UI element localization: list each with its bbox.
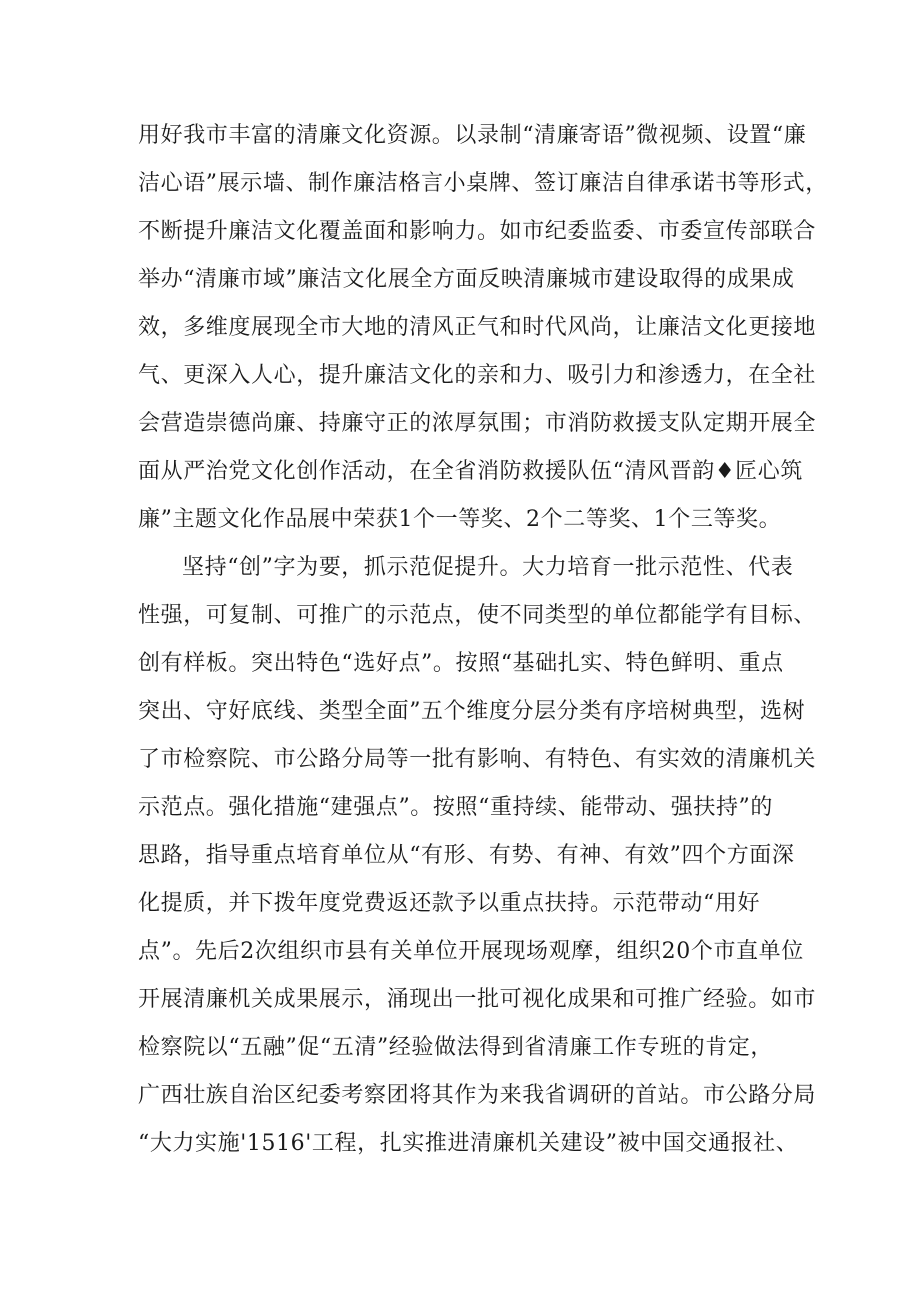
text-line: 会营造崇德尚廉、持廉守正的浓厚氛围；市消防救援支队定期开展全: [138, 411, 817, 436]
text-line: 性强，可复制、可推广的示范点，使不同类型的单位都能学有目标、: [138, 603, 817, 628]
text-line: 气、更深入人心，提升廉洁文化的亲和力、吸引力和渗透力，在全社: [138, 363, 817, 388]
text-line: 思路，指导重点培育单位从“有形、有势、有神、有效”四个方面深: [138, 843, 795, 868]
text-line: 检察院以“五融”促“五清”经验做法得到省清廉工作专班的肯定，: [138, 1035, 773, 1060]
text-line: 突出、守好底线、类型全面”五个维度分层分类有序培树典型，选树: [138, 699, 806, 724]
text-line: 开展清廉机关成果展示，涌现出一批可视化成果和可推广经验。如市: [138, 987, 817, 1012]
text-line: “大力实施'1516'工程，扎实推进清廉机关建设”被中国交通报社、: [138, 1131, 799, 1156]
text-line: 洁心语”展示墙、制作廉洁格言小桌牌、签订廉洁自律承诺书等形式，: [138, 171, 828, 196]
text-line: 不断提升廉洁文化覆盖面和影响力。如市纪委监委、市委宣传部联合: [138, 219, 817, 244]
text-line: 用好我市丰富的清廉文化资源。以录制“清廉寄语”微视频、设置“廉: [138, 123, 807, 148]
text-line: 示范点。强化措施“建强点”。按照“重持续、能带动、强扶持”的: [138, 795, 773, 820]
body-text: [138, 112, 828, 1168]
text-line: 举办“清廉市域”廉洁文化展全方面反映清廉城市建设取得的成果成: [138, 267, 795, 292]
text-line: 创有样板。突出特色“选好点”。按照“基础扎实、特色鲜明、重点: [138, 651, 784, 676]
text-line: 面从严治党文化创作活动，在全省消防救援队伍“清风晋韵♦匠心筑: [138, 459, 803, 484]
text-line: 效，多维度展现全市大地的清风正气和时代风尚，让廉洁文化更接地: [138, 315, 817, 340]
text-line: 廉”主题文化作品展中荣获1个一等奖、2个二等奖、1个三等奖。: [138, 507, 782, 532]
text-line: 化提质，并下拨年度党费返还款予以重点扶持。示范带动“用好: [138, 891, 761, 916]
text-line: 了市检察院、市公路分局等一批有影响、有特色、有实效的清廉机关: [138, 747, 817, 772]
text-line: 广西壮族自治区纪委考察团将其作为来我省调研的首站。市公路分局: [138, 1083, 817, 1108]
paragraph-start-line: 坚持“创”字为要，抓示范促提升。大力培育一批示范性、代表: [182, 555, 794, 580]
text-line: 点”。先后2次组织市县有关单位开展现场观摩，组织20个市直单位: [138, 939, 804, 964]
